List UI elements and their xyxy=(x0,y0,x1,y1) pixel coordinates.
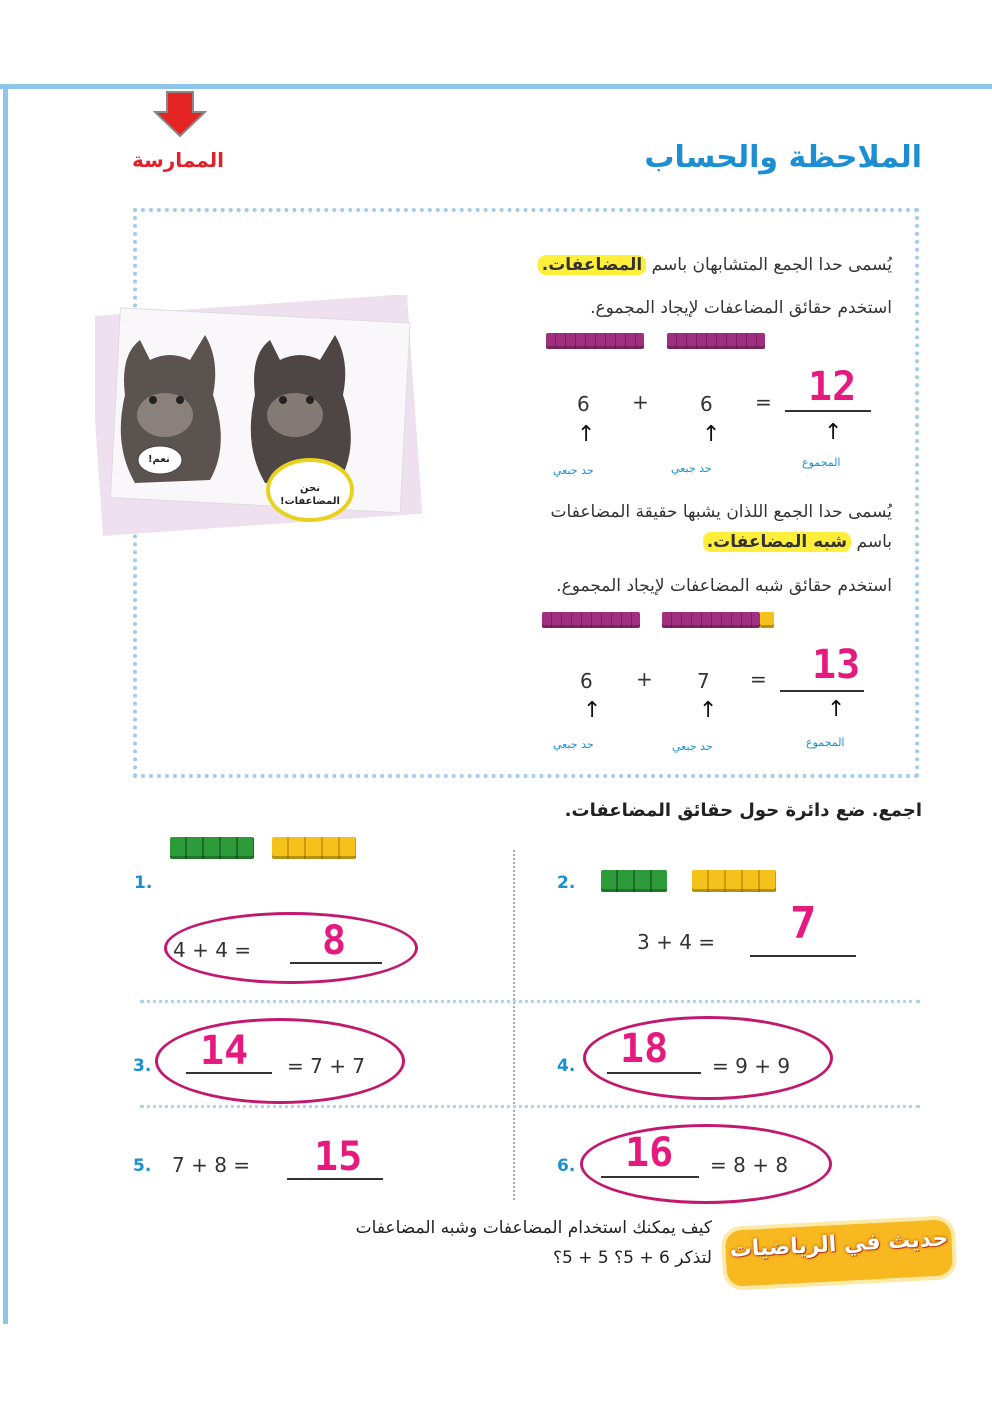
page-frame-top xyxy=(0,84,992,89)
sum-label: المجموع xyxy=(806,736,845,749)
talk-math-badge-text: حديث في الرياضيات xyxy=(729,1226,949,1263)
sum-label: المجموع xyxy=(802,456,841,469)
cube-train-yellow-4b xyxy=(692,870,776,892)
example1-addend-a: 6 xyxy=(577,392,590,416)
example1-equals: = xyxy=(755,390,772,414)
exercise-4-number: 4. xyxy=(557,1056,576,1076)
exercise-3-number: 3. xyxy=(133,1056,152,1076)
cube-train-green-3 xyxy=(601,870,667,892)
doubles-intro xyxy=(538,255,892,275)
doubles-instruction: استخدم حقائق المضاعفات لإيجاد المجموع. xyxy=(590,298,892,318)
example2-addend-b: 7 xyxy=(697,669,710,693)
cube-train-6c xyxy=(542,612,640,628)
exercise-4-answer: 18 xyxy=(620,1026,669,1072)
doubles-term: المضاعفات. xyxy=(538,255,647,275)
exercise-6-circle xyxy=(580,1124,832,1204)
exercise-5-equation: 7 + 8 = xyxy=(172,1153,251,1177)
cube-train-6d xyxy=(662,612,760,628)
example2-answer-line xyxy=(780,690,864,692)
exercise-6-number: 6. xyxy=(557,1156,576,1176)
example1-answer-line xyxy=(785,410,871,412)
near-intro-line2 xyxy=(703,532,892,552)
exercise-2-number: 2. xyxy=(557,873,576,893)
exercise-6-answer: 16 xyxy=(625,1130,674,1176)
doubles-intro-text: يُسمى حدا الجمع المتشابهان باسم xyxy=(651,255,892,275)
exercise-5-number: 5. xyxy=(133,1156,152,1176)
cube-single-yellow xyxy=(760,612,774,628)
exercise-6-equation: = 8 + 8 xyxy=(710,1153,789,1177)
near-instruction: استخدم حقائق شبه المضاعفات لإيجاد المجموع. xyxy=(556,576,892,596)
exercise-1-number: 1. xyxy=(134,873,153,893)
exercise-5-answer: 15 xyxy=(314,1134,363,1180)
addend-label: حد جبعي xyxy=(671,462,712,475)
arrow-up-icon: ↑ xyxy=(824,420,843,445)
exercise-1-equation: 4 + 4 = xyxy=(173,938,252,962)
column-divider xyxy=(513,850,515,1200)
talk-math-question-line1: كيف يمكنك استخدام المضاعفات وشبه المضاعفات xyxy=(355,1218,712,1238)
exercise-4-answer-line[interactable] xyxy=(607,1072,701,1074)
exercise-1-answer: 8 xyxy=(322,918,347,964)
cat-bubble-large: نحن المضاعفات! xyxy=(280,483,340,507)
example1-addend-b: 6 xyxy=(700,392,713,416)
example1-answer: 12 xyxy=(808,364,857,410)
example2-answer: 13 xyxy=(812,642,861,688)
arrow-up-icon: ↑ xyxy=(699,698,718,723)
example2-plus: + xyxy=(636,667,653,691)
page-frame-left xyxy=(3,84,8,1324)
exercise-2-answer: 7 xyxy=(790,898,817,949)
arrow-up-icon: ↑ xyxy=(827,697,846,722)
down-arrow-icon xyxy=(153,90,207,140)
practice-label[interactable]: الممارسة xyxy=(132,148,225,172)
row-divider xyxy=(140,1000,920,1003)
cube-train-6b xyxy=(667,333,765,349)
addend-label: حد جبعي xyxy=(672,740,713,753)
page-title: الملاحظة والحساب xyxy=(644,140,922,175)
addend-label: حد جبعي xyxy=(553,464,594,477)
kittens-photo xyxy=(95,295,425,540)
cube-train-6a xyxy=(546,333,644,349)
addend-label: حد جبعي xyxy=(553,738,594,751)
example2-addend-a: 6 xyxy=(580,669,593,693)
arrow-up-icon: ↑ xyxy=(577,422,596,447)
exercise-3-equation: = 7 + 7 xyxy=(287,1054,366,1078)
exercises-header: اجمع. ضع دائرة حول حقائق المضاعفات. xyxy=(564,800,922,821)
near-intro-prefix: باسم xyxy=(856,532,892,552)
cube-train-green-4 xyxy=(170,837,254,859)
talk-math-question-line2: لتذكر 6 + 5؟ 5 + 5؟ xyxy=(552,1248,712,1268)
cube-train-yellow-4 xyxy=(272,837,356,859)
exercise-3-circle xyxy=(155,1018,405,1104)
exercise-6-answer-line[interactable] xyxy=(601,1176,699,1178)
exercise-4-equation: = 9 + 9 xyxy=(712,1054,791,1078)
exercise-2-equation: 3 + 4 = xyxy=(637,930,716,954)
near-term: شبه المضاعفات. xyxy=(703,532,851,552)
example2-equals: = xyxy=(750,667,767,691)
arrow-up-icon: ↑ xyxy=(583,698,602,723)
near-intro-line1: يُسمى حدا الجمع اللذان يشبها حقيقة المضاعفات xyxy=(550,502,892,522)
cat-bubble-small: نعم! xyxy=(148,454,170,465)
arrow-up-icon: ↑ xyxy=(702,422,721,447)
exercise-3-answer: 14 xyxy=(200,1028,249,1074)
exercise-2-answer-line[interactable] xyxy=(750,955,856,957)
example1-plus: + xyxy=(632,390,649,414)
row-divider xyxy=(140,1105,920,1108)
